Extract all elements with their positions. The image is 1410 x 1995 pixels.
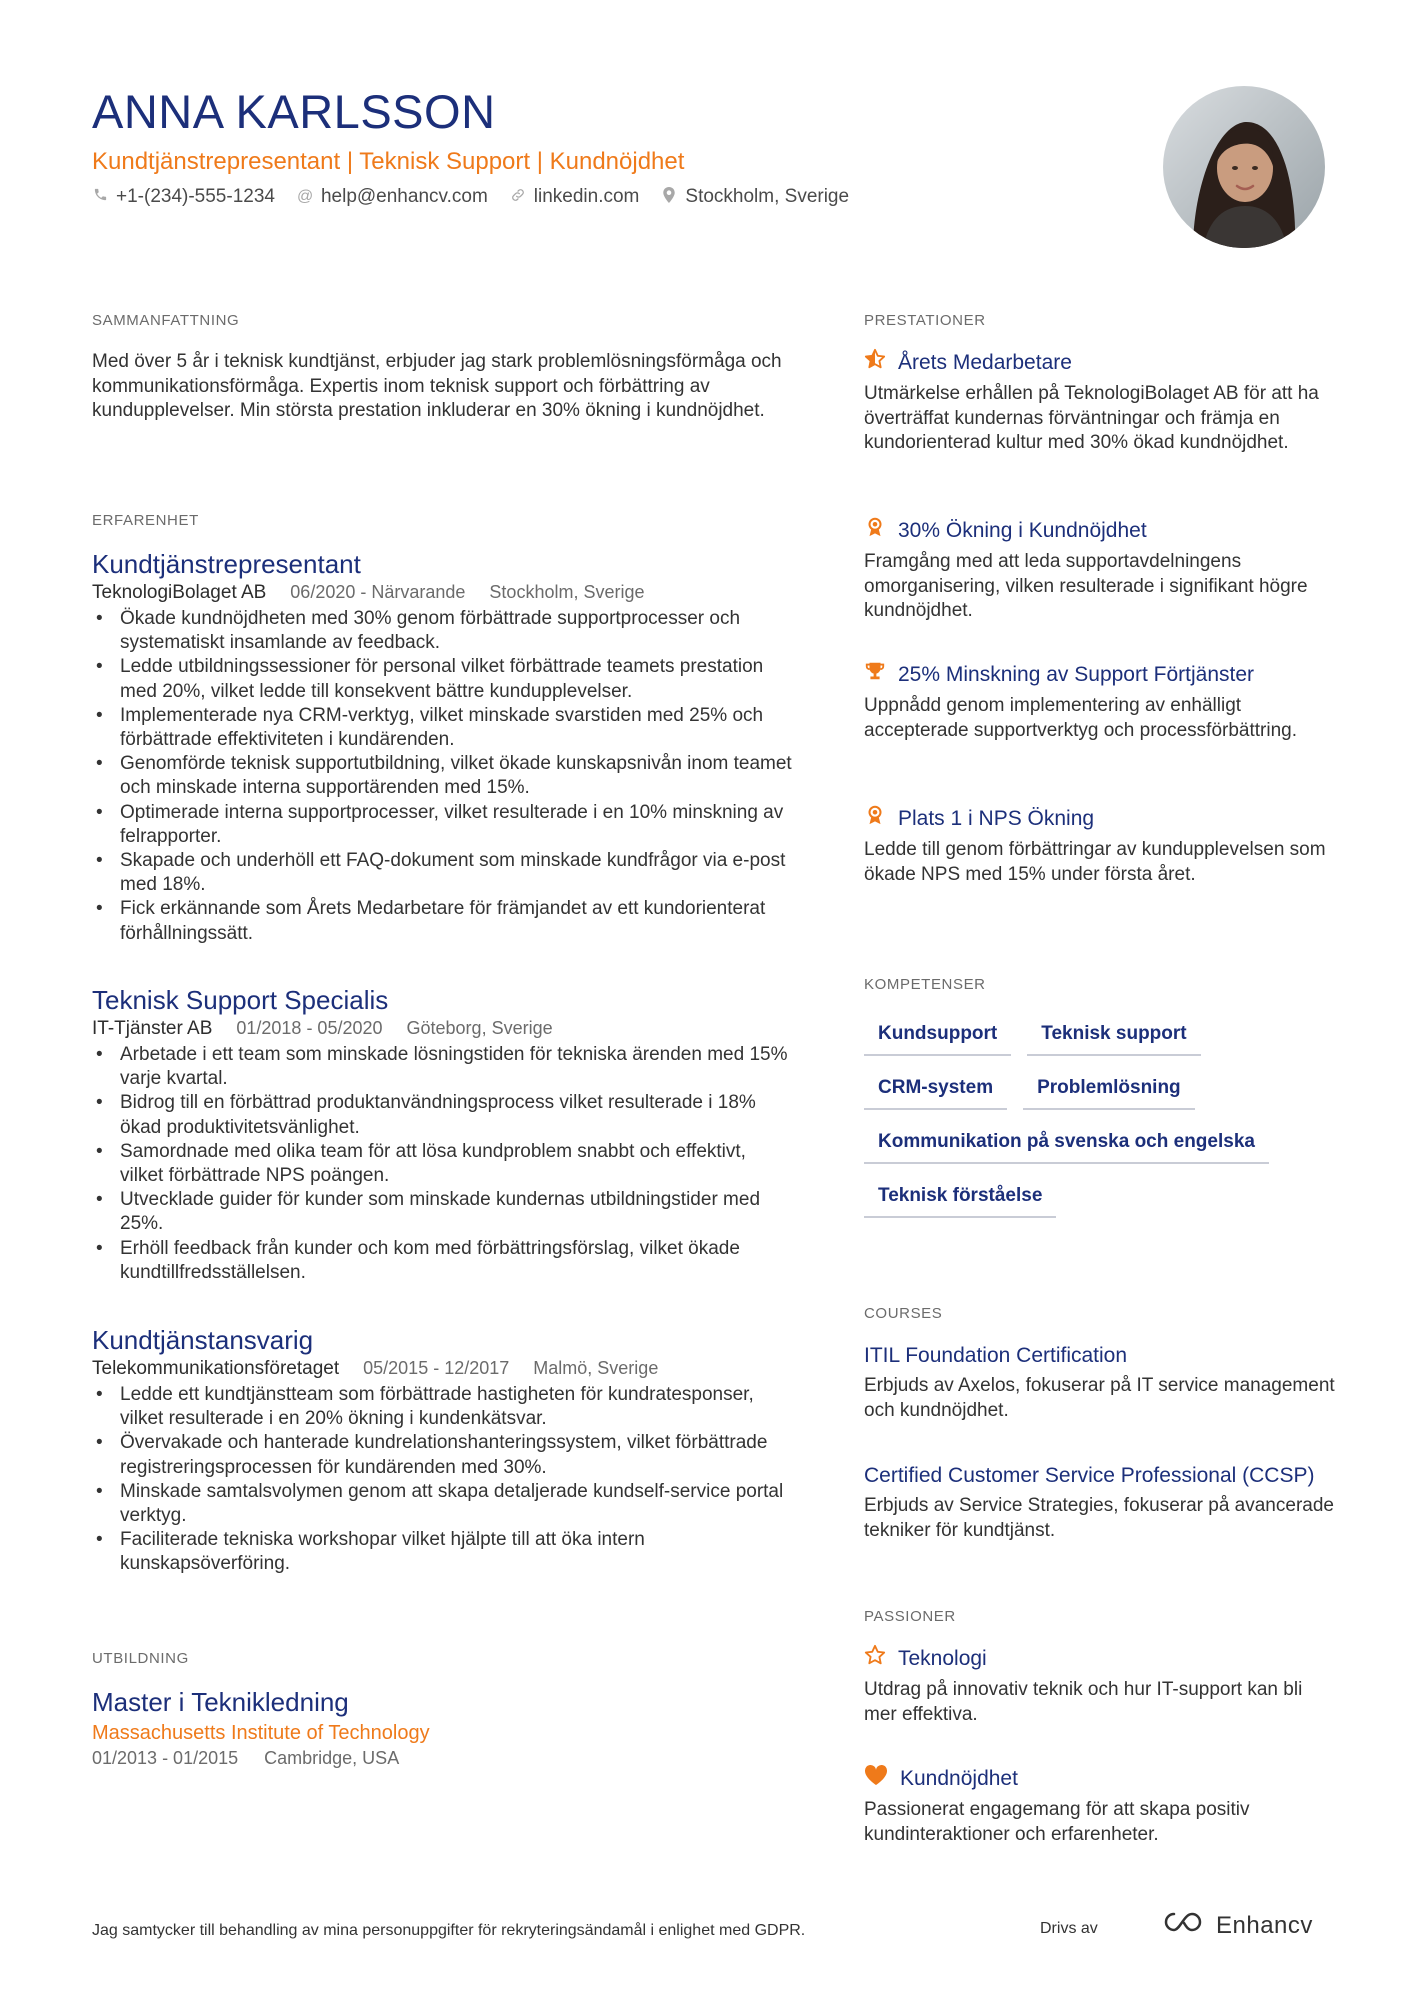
skills-list: [864, 1022, 1344, 1238]
achievement-item: [864, 660, 1334, 743]
brand-name: Enhancv: [1216, 1911, 1313, 1939]
achievement-title: 25% Minskning av Support Förtjänster: [898, 663, 1255, 686]
achievement-title: Plats 1 i NPS Ökning: [898, 807, 1095, 830]
location-text: Stockholm, Sverige: [685, 186, 850, 207]
enhancv-logo[interactable]: [1162, 1910, 1313, 1941]
job-company: IT-Tjänster AB: [92, 1018, 213, 1039]
education-section-title: UTBILDNING: [92, 1650, 189, 1667]
job-location: Stockholm, Sverige: [489, 582, 645, 602]
achievement-item: [864, 348, 1334, 456]
passions-section-title: PASSIONER: [864, 1608, 956, 1625]
job-title: Teknisk Support Specialis: [92, 985, 389, 1015]
course-desc: Erbjuds av Axelos, fokuserar på IT service management och kundnöjdhet.: [864, 1375, 1335, 1421]
school-name: Massachusetts Institute of Technology: [92, 1722, 430, 1744]
skill-tag: Problemlösning: [1023, 1076, 1195, 1110]
achievement-title: 30% Ökning i Kundnöjdhet: [898, 519, 1147, 542]
passion-item: [864, 1764, 1334, 1847]
job-company: Telekommunikationsföretaget: [92, 1358, 340, 1379]
job-bullets: [92, 1043, 792, 1285]
job-meta: [92, 1016, 792, 1041]
contact-linkedin[interactable]: [510, 186, 640, 208]
education-meta: [92, 1746, 792, 1770]
job-entry: [92, 984, 792, 1285]
bullet-item: • Utvecklade guider för kunder som minskade kundernas utbildningstider med 25%.: [92, 1188, 792, 1236]
course-item: [864, 1462, 1344, 1543]
bullet-item: • Erhöll feedback från kunder och kom med förbättringsförslag, vilket ökade kundtillfredsställelsen.: [92, 1237, 792, 1285]
job-dates: 06/2020 - Närvarande: [290, 582, 466, 602]
achievement-desc: Utmärkelse erhållen på TeknologiBolaget AB för att ha överträffat kundernas förväntningar och främja en kundorienterad kultur med 30% ökad kundnöjdhet.: [864, 383, 1319, 453]
bullet-item: • Implementerade nya CRM-verktyg, vilket minskade svarstiden med 25% och förbättrade effektiviteten i kundärenden.: [92, 704, 792, 752]
course-title: Certified Customer Service Professional (CCSP): [864, 1464, 1315, 1487]
course-desc: Erbjuds av Service Strategies, fokuserar på avancerade tekniker för kundtjänst.: [864, 1495, 1334, 1541]
phone-text: +1-(234)-555-1234: [116, 186, 275, 207]
contact-phone[interactable]: [92, 186, 275, 208]
star-outline-icon: [864, 1644, 886, 1674]
job-bullets: [92, 607, 792, 946]
job-title: Kundtjänstrepresentant: [92, 549, 361, 579]
passion-desc: Utdrag på innovativ teknik och hur IT-support kan bli mer effektiva.: [864, 1679, 1303, 1725]
courses-section-title: COURSES: [864, 1305, 943, 1322]
experience-section-title: ERFARENHET: [92, 512, 199, 529]
passion-title: Kundnöjdhet: [900, 1767, 1018, 1790]
job-title: Kundtjänstansvarig: [92, 1325, 314, 1355]
job-dates: 05/2015 - 12/2017: [363, 1358, 510, 1378]
location-pin-icon: [661, 187, 677, 208]
profile-photo: [1163, 86, 1325, 248]
email-text: help@enhancv.com: [320, 186, 488, 207]
bullet-item: • Skapade och underhöll ett FAQ-dokument som minskade kundfrågor via e-post med 18%.: [92, 849, 792, 897]
job-company: TeknologiBolaget AB: [92, 582, 267, 603]
candidate-name: ANNA KARLSSON: [92, 85, 496, 138]
candidate-headline: Kundtjänstrepresentant | Teknisk Support | Kundnöjdhet: [92, 148, 685, 175]
bullet-item: • Optimerade interna supportprocesser, vilket resulterade i en 10% minskning av felrapporter.: [92, 801, 792, 849]
skill-tag: Teknisk support: [1027, 1022, 1200, 1056]
job-entry: [92, 1324, 792, 1577]
skill-tag: Kundsupport: [864, 1022, 1011, 1056]
phone-icon: [92, 187, 108, 207]
achievement-desc: Uppnådd genom implementering av enhälligt accepterade supportverktyg och processförbättring.: [864, 695, 1298, 741]
course-title: ITIL Foundation Certification: [864, 1344, 1128, 1367]
gdpr-consent: Jag samtycker till behandling av mina personuppgifter för rekryteringsändamål i enlighet med GDPR.: [92, 1922, 806, 1939]
at-icon: @: [296, 188, 314, 205]
contact-bar: [92, 186, 849, 208]
summary-text: Med över 5 år i teknisk kundtjänst, erbjuder jag stark problemlösningsförmåga och kommunikationsförmåga. Expertis inom teknisk support och förbättring av kundupplevelser. Min största prestation inkluderar en 30% ökning i kundnöjdhet.: [92, 351, 782, 421]
medal-icon: [864, 516, 886, 546]
summary-section-title: SAMMANFATTNING: [92, 312, 240, 329]
passion-title: Teknologi: [898, 1647, 987, 1670]
skill-tag: Teknisk förståelse: [864, 1184, 1056, 1218]
job-location: Malmö, Sverige: [533, 1358, 659, 1378]
course-item: [864, 1342, 1344, 1423]
passion-item: [864, 1644, 1334, 1727]
bullet-item: • Fick erkännande som Årets Medarbetare för främjandet av ett kundorienterat förhållningssätt.: [92, 897, 792, 945]
bullet-item: • Bidrog till en förbättrad produktanvändningsprocess vilket resulterade i 18% ökad produktivitetsvänlighet.: [92, 1091, 792, 1139]
job-location: Göteborg, Sverige: [406, 1018, 553, 1038]
bullet-item: • Övervakade och hanterade kundrelationshanteringssystem, vilket förbättrade registreringsprocessen för kundärenden med 30%.: [92, 1431, 792, 1479]
passion-desc: Passionerat engagemang för att skapa positiv kundinteraktioner och erfarenheter.: [864, 1799, 1250, 1845]
achievement-title: Årets Medarbetare: [898, 351, 1072, 374]
degree-title: Master i Teknikledning: [92, 1687, 349, 1717]
bullet-item: • Faciliterade tekniska workshopar vilket hjälpte till att öka intern kunskapsöverföring.: [92, 1528, 792, 1576]
bullet-item: • Ledde ett kundtjänstteam som förbättrade hastigheten för kundratesponser, vilket resulterade i en 20% ökning i kundenkätsvar.: [92, 1383, 792, 1431]
achievement-item: [864, 804, 1334, 887]
star-half-icon: [864, 348, 886, 378]
link-icon: [510, 187, 526, 208]
skill-tag: CRM-system: [864, 1076, 1007, 1110]
job-bullets: [92, 1383, 792, 1577]
bullet-item: • Ledde utbildningssessioner för personal vilket förbättrade teamets prestation med 20%, vilket ledde till konsekvent bättre kundupplevelser.: [92, 655, 792, 703]
job-dates: 01/2018 - 05/2020: [236, 1018, 383, 1038]
medal-icon: [864, 804, 886, 834]
education-dates: 01/2013 - 01/2015: [92, 1748, 239, 1768]
education-entry: [92, 1686, 792, 1770]
linkedin-text: linkedin.com: [533, 186, 640, 207]
achievement-desc: Framgång med att leda supportavdelningens omorganisering, vilken resulterade i signifikant högre kundnöjdhet.: [864, 551, 1308, 621]
bullet-item: • Samordnade med olika team för att lösa kundproblem snabbt och effektivt, vilket förbättrade NPS poängen.: [92, 1140, 792, 1188]
bullet-item: • Minskade samtalsvolymen genom att skapa detaljerade kundself-service portal verktyg.: [92, 1480, 792, 1528]
job-meta: [92, 580, 792, 605]
bullet-item: • Arbetade i ett team som minskade lösningstiden för tekniska ärenden med 15% varje kvartal.: [92, 1043, 792, 1091]
bullet-item: • Ökade kundnöjdheten med 30% genom förbättrade supportprocesser och systematiskt insamlande av feedback.: [92, 607, 792, 655]
bullet-item: • Genomförde teknisk supportutbildning, vilket ökade kunskapsnivån inom teamet och minskade interna supportärenden med 15%.: [92, 752, 792, 800]
achievements-section-title: PRESTATIONER: [864, 312, 986, 329]
achievement-desc: Ledde till genom förbättringar av kundupplevelsen som ökade NPS med 15% under första året.: [864, 839, 1326, 885]
achievement-item: [864, 516, 1334, 624]
contact-email[interactable]: [297, 186, 488, 208]
skill-tag: Kommunikation på svenska och engelska: [864, 1130, 1269, 1164]
skills-section-title: KOMPETENSER: [864, 976, 986, 993]
job-entry: [92, 548, 792, 946]
contact-location: [661, 186, 849, 208]
trophy-icon: [864, 660, 886, 690]
education-location: Cambridge, USA: [264, 1748, 400, 1768]
infinity-logo-icon: [1162, 1910, 1208, 1941]
powered-by-label: Drivs av: [1040, 1920, 1098, 1937]
job-meta: [92, 1356, 792, 1381]
heart-icon: [864, 1764, 888, 1794]
